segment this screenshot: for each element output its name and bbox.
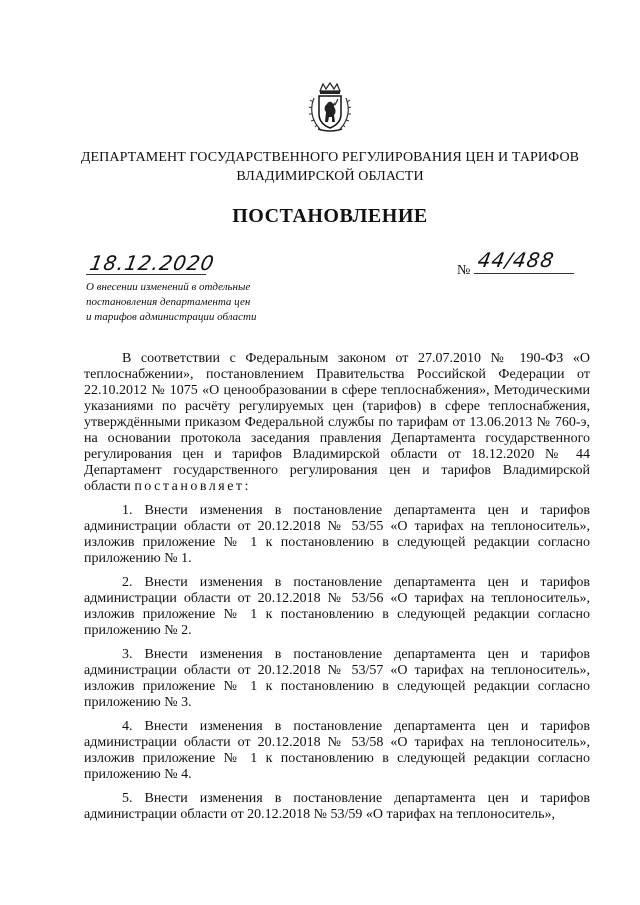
document-subject bbox=[86, 280, 306, 325]
list-item: 3. Внести изменения в постановление департамента цен и тарифов администрации области от 20.12.2018 № 53/57 «О тарифах на теплоноситель», изложив приложение № 1 к постановлению в следующей редакции согласно приложению № 3. bbox=[84, 647, 590, 710]
document-body bbox=[84, 351, 590, 823]
preamble-text: В соответствии с Федеральным законом от 27.07.2010 № 190-ФЗ «О теплоснабжении», постановлением Правительства Российской Федерации от 22.10.2012 № 1075 «О ценообразовании в сфере теплоснабжения», Методическими указаниями по расчёту регулируемых цен (тарифов) в сфере теплоснабжения, утверждёнными приказом Федеральной службы по тарифам от 13.06.2013 № 760-э, на основании протокола заседания правления Департамента государственного регулирования цен и тарифов Владимирской области от 18.12.2020 № 44 Департамент государственного регулирования цен и тарифов Владимирской области bbox=[84, 351, 590, 494]
document-date: 18.12.2020 bbox=[87, 251, 217, 275]
list-item: 1. Внести изменения в постановление департамента цен и тарифов администрации области от 20.12.2018 № 53/55 «О тарифах на теплоноситель», изложив приложение № 1 к постановлению в следующей редакции согласно приложению № 1. bbox=[84, 503, 590, 566]
list-item: 5. Внести изменения в постановление департамента цен и тарифов администрации области от 20.12.2018 № 53/59 «О тарифах на теплоноситель», bbox=[84, 791, 590, 822]
list-item: 4. Внести изменения в постановление департамента цен и тарифов администрации области от 20.12.2018 № 53/58 «О тарифах на теплоноситель», изложив приложение № 1 к постановлению в следующей редакции согласно приложению № 4. bbox=[84, 719, 590, 782]
coat-of-arms-icon bbox=[308, 82, 352, 134]
subject-line: и тарифов администрации области bbox=[86, 311, 257, 323]
document-title: ПОСТАНОВЛЕНИЕ bbox=[232, 205, 428, 227]
department-name-line1: ДЕПАРТАМЕНТ ГОСУДАРСТВЕННОГО РЕГУЛИРОВАНИЯ ЦЕН И ТАРИФОВ bbox=[80, 150, 580, 165]
resolution-verb: постановляет: bbox=[134, 479, 251, 494]
preamble-paragraph bbox=[84, 351, 590, 495]
date-underline bbox=[86, 274, 206, 275]
document-number: 44/488 bbox=[475, 248, 557, 272]
subject-line: О внесении изменений в отдельные bbox=[86, 281, 251, 293]
department-name-line2: ВЛАДИМИРСКОЙ ОБЛАСТИ bbox=[236, 169, 424, 184]
subject-line: постановления департамента цен bbox=[86, 296, 251, 308]
number-label: № bbox=[457, 263, 471, 278]
number-underline bbox=[474, 273, 574, 274]
list-item: 2. Внести изменения в постановление департамента цен и тарифов администрации области от 20.12.2018 № 53/56 «О тарифах на теплоноситель», изложив приложение № 1 к постановлению в следующей редакции согласно приложению № 2. bbox=[84, 575, 590, 638]
